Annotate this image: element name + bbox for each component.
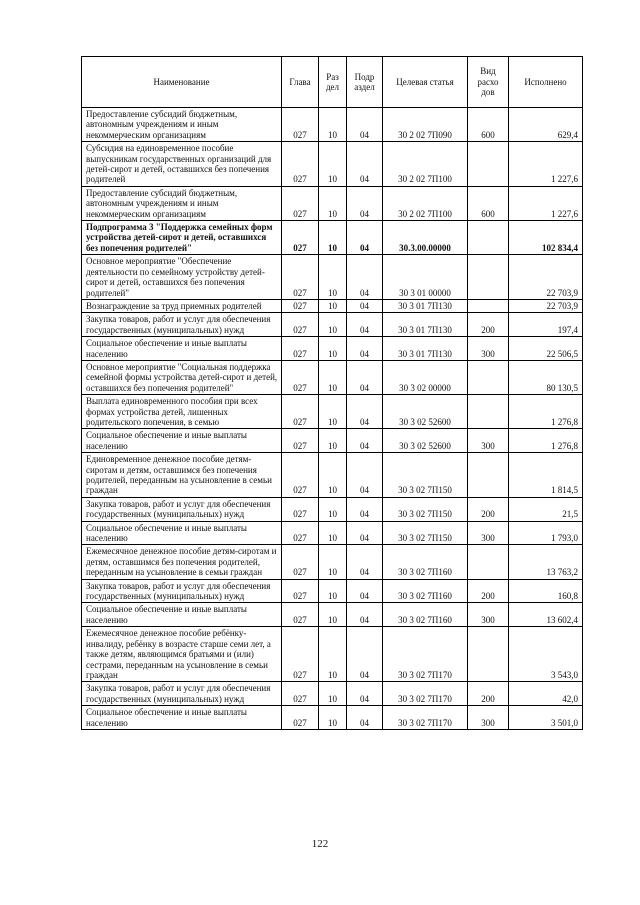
table-row bbox=[82, 521, 583, 545]
row-podrazdel: 04 bbox=[347, 395, 383, 429]
table-row bbox=[82, 545, 583, 579]
table-row bbox=[82, 627, 583, 682]
table-row bbox=[82, 299, 583, 312]
table-row bbox=[82, 255, 583, 300]
row-ispolneno: 1 227,6 bbox=[509, 186, 583, 220]
row-statya: 30 3 02 52600 bbox=[383, 429, 468, 453]
row-name: Закупка товаров, работ и услуг для обеспечения государственных (муниципальных) нужд bbox=[82, 579, 282, 603]
row-ispolneno: 629,4 bbox=[509, 108, 583, 142]
header-glava: Глава bbox=[282, 57, 319, 108]
row-name: Выплата единовременного пособия при всех формах устройства детей, лишенных родительского попечения, в семью bbox=[82, 395, 282, 429]
table-row bbox=[82, 497, 583, 521]
row-name: Социальное обеспечение и иные выплаты населению bbox=[82, 521, 282, 545]
table-row bbox=[82, 429, 583, 453]
row-statya: 30 3 02 7П170 bbox=[383, 706, 468, 730]
row-glava: 027 bbox=[282, 706, 319, 730]
row-razdel: 10 bbox=[319, 313, 347, 337]
row-statya: 30 3 02 7П150 bbox=[383, 521, 468, 545]
row-name: Основное мероприятие "Социальная поддержка семейной формы устройства детей-сирот и детей, оставшихся без попечения родителей" bbox=[82, 360, 282, 394]
header-podrazdel: Подр аздел bbox=[347, 57, 383, 108]
row-vid: 600 bbox=[468, 108, 509, 142]
row-podrazdel: 04 bbox=[347, 453, 383, 498]
row-podrazdel: 04 bbox=[347, 360, 383, 394]
row-razdel: 10 bbox=[319, 627, 347, 682]
row-razdel: 10 bbox=[319, 497, 347, 521]
row-podrazdel: 04 bbox=[347, 142, 383, 187]
row-vid bbox=[468, 395, 509, 429]
row-statya: 30 3 02 00000 bbox=[383, 360, 468, 394]
row-ispolneno: 22 703,9 bbox=[509, 255, 583, 300]
header-ispolneno: Исполнено bbox=[509, 57, 583, 108]
row-podrazdel: 04 bbox=[347, 429, 383, 453]
row-glava: 027 bbox=[282, 108, 319, 142]
row-vid bbox=[468, 627, 509, 682]
row-statya: 30 2 02 7П100 bbox=[383, 186, 468, 220]
row-name: Закупка товаров, работ и услуг для обеспечения государственных (муниципальных) нужд bbox=[82, 497, 282, 521]
row-vid: 300 bbox=[468, 521, 509, 545]
row-ispolneno: 1 276,8 bbox=[509, 429, 583, 453]
row-razdel: 10 bbox=[319, 395, 347, 429]
row-name: Социальное обеспечение и иные выплаты населению bbox=[82, 603, 282, 627]
row-statya: 30 2 02 7П100 bbox=[383, 142, 468, 187]
row-name: Субсидия на единовременное пособие выпускникам государственных организаций для детей-сирот и детей, оставшихся без попечения родителей bbox=[82, 142, 282, 187]
row-name: Предоставление субсидий бюджетным, автономным учреждениям и иным некоммерческим организациям bbox=[82, 108, 282, 142]
table-header-row bbox=[82, 57, 583, 108]
table-row bbox=[82, 395, 583, 429]
row-statya: 30 3 02 7П170 bbox=[383, 627, 468, 682]
row-vid bbox=[468, 255, 509, 300]
row-name: Предоставление субсидий бюджетным, автономным учреждениям и иным некоммерческим организациям bbox=[82, 186, 282, 220]
row-podrazdel: 04 bbox=[347, 627, 383, 682]
row-razdel: 10 bbox=[319, 142, 347, 187]
table-row bbox=[82, 453, 583, 498]
row-vid: 200 bbox=[468, 497, 509, 521]
header-razdel: Раз дел bbox=[319, 57, 347, 108]
row-glava: 027 bbox=[282, 453, 319, 498]
row-glava: 027 bbox=[282, 142, 319, 187]
row-glava: 027 bbox=[282, 186, 319, 220]
row-glava: 027 bbox=[282, 627, 319, 682]
row-podrazdel: 04 bbox=[347, 497, 383, 521]
row-glava: 027 bbox=[282, 579, 319, 603]
row-vid: 300 bbox=[468, 706, 509, 730]
row-vid: 300 bbox=[468, 429, 509, 453]
header-vid: Вид расхо дов bbox=[468, 57, 509, 108]
row-statya: 30 3 02 7П170 bbox=[383, 682, 468, 706]
row-razdel: 10 bbox=[319, 337, 347, 361]
table-row bbox=[82, 706, 583, 730]
budget-table bbox=[81, 56, 583, 730]
row-statya: 30 2 02 7П090 bbox=[383, 108, 468, 142]
row-glava: 027 bbox=[282, 337, 319, 361]
row-glava: 027 bbox=[282, 221, 319, 255]
table-row bbox=[82, 108, 583, 142]
row-glava: 027 bbox=[282, 360, 319, 394]
row-glava: 027 bbox=[282, 429, 319, 453]
row-ispolneno: 1 793,0 bbox=[509, 521, 583, 545]
table-row bbox=[82, 337, 583, 361]
table-row bbox=[82, 221, 583, 255]
table-row bbox=[82, 186, 583, 220]
row-name: Вознаграждение за труд приемных родителей bbox=[82, 299, 282, 312]
row-ispolneno: 1 227,6 bbox=[509, 142, 583, 187]
row-ispolneno: 13 602,4 bbox=[509, 603, 583, 627]
row-statya: 30 3 02 7П160 bbox=[383, 603, 468, 627]
row-razdel: 10 bbox=[319, 682, 347, 706]
row-razdel: 10 bbox=[319, 603, 347, 627]
row-name: Социальное обеспечение и иные выплаты населению bbox=[82, 429, 282, 453]
row-podrazdel: 04 bbox=[347, 313, 383, 337]
row-podrazdel: 04 bbox=[347, 299, 383, 312]
row-razdel: 10 bbox=[319, 186, 347, 220]
row-vid: 300 bbox=[468, 337, 509, 361]
row-vid: 200 bbox=[468, 313, 509, 337]
row-razdel: 10 bbox=[319, 521, 347, 545]
table-row bbox=[82, 142, 583, 187]
row-statya: 30 3 02 7П150 bbox=[383, 497, 468, 521]
row-razdel: 10 bbox=[319, 108, 347, 142]
row-ispolneno: 1 276,8 bbox=[509, 395, 583, 429]
row-statya: 30 3 01 7П130 bbox=[383, 299, 468, 312]
header-statya: Целевая статья bbox=[383, 57, 468, 108]
row-statya: 30 3 02 7П150 bbox=[383, 453, 468, 498]
row-podrazdel: 04 bbox=[347, 186, 383, 220]
row-podrazdel: 04 bbox=[347, 545, 383, 579]
row-statya: 30 3 01 7П130 bbox=[383, 337, 468, 361]
row-ispolneno: 21,5 bbox=[509, 497, 583, 521]
row-name: Закупка товаров, работ и услуг для обеспечения государственных (муниципальных) нужд bbox=[82, 682, 282, 706]
row-name: Основное мероприятие "Обеспечение деятельности по семейному устройству детей-сирот и детей, оставшихся без попечения родителей" bbox=[82, 255, 282, 300]
row-razdel: 10 bbox=[319, 429, 347, 453]
row-glava: 027 bbox=[282, 497, 319, 521]
row-glava: 027 bbox=[282, 545, 319, 579]
row-vid bbox=[468, 221, 509, 255]
row-podrazdel: 04 bbox=[347, 706, 383, 730]
row-podrazdel: 04 bbox=[347, 108, 383, 142]
header-name: Наименование bbox=[82, 57, 282, 108]
row-podrazdel: 04 bbox=[347, 682, 383, 706]
row-razdel: 10 bbox=[319, 453, 347, 498]
row-podrazdel: 04 bbox=[347, 579, 383, 603]
row-statya: 30 3 02 52600 bbox=[383, 395, 468, 429]
row-podrazdel: 04 bbox=[347, 255, 383, 300]
row-statya: 30 3 02 7П160 bbox=[383, 545, 468, 579]
row-ispolneno: 3 543,0 bbox=[509, 627, 583, 682]
row-glava: 027 bbox=[282, 682, 319, 706]
row-ispolneno: 22 703,9 bbox=[509, 299, 583, 312]
row-name: Закупка товаров, работ и услуг для обеспечения государственных (муниципальных) нужд bbox=[82, 313, 282, 337]
row-ispolneno: 13 763,2 bbox=[509, 545, 583, 579]
row-vid bbox=[468, 545, 509, 579]
row-glava: 027 bbox=[282, 395, 319, 429]
row-podrazdel: 04 bbox=[347, 337, 383, 361]
row-name: Социальное обеспечение и иные выплаты населению bbox=[82, 706, 282, 730]
row-razdel: 10 bbox=[319, 360, 347, 394]
row-ispolneno: 22 506,5 bbox=[509, 337, 583, 361]
row-vid: 300 bbox=[468, 603, 509, 627]
row-ispolneno: 197,4 bbox=[509, 313, 583, 337]
row-razdel: 10 bbox=[319, 706, 347, 730]
row-ispolneno: 102 834,4 bbox=[509, 221, 583, 255]
row-podrazdel: 04 bbox=[347, 221, 383, 255]
row-glava: 027 bbox=[282, 603, 319, 627]
table-row bbox=[82, 682, 583, 706]
row-vid bbox=[468, 142, 509, 187]
row-name: Социальное обеспечение и иные выплаты населению bbox=[82, 337, 282, 361]
row-statya: 30.3.00.00000 bbox=[383, 221, 468, 255]
row-glava: 027 bbox=[282, 255, 319, 300]
table-row bbox=[82, 360, 583, 394]
row-ispolneno: 160,8 bbox=[509, 579, 583, 603]
row-vid: 200 bbox=[468, 579, 509, 603]
row-vid bbox=[468, 299, 509, 312]
row-razdel: 10 bbox=[319, 255, 347, 300]
row-name: Подпрограмма 3 "Поддержка семейных форм устройства детей-сирот и детей, оставшихся без попечения родителей" bbox=[82, 221, 282, 255]
row-razdel: 10 bbox=[319, 545, 347, 579]
table-row bbox=[82, 603, 583, 627]
row-statya: 30 3 01 00000 bbox=[383, 255, 468, 300]
table-row bbox=[82, 579, 583, 603]
row-ispolneno: 3 501,0 bbox=[509, 706, 583, 730]
row-name: Ежемесячное денежное пособие детям-сиротам и детям, оставшимся без попечения родителей, переданным на усыновление в семьи граждан bbox=[82, 545, 282, 579]
row-name: Ежемесячное денежное пособие ребёнку-инвалиду, ребёнку в возрасте старше семи лет, а также детям, являющимся братьями и (или) сестрами, переданным на усыновление в семьи граждан bbox=[82, 627, 282, 682]
row-name: Единовременное денежное пособие детям-сиротам и детям, оставшимся без попечения родителей, переданным на усыновление в семьи граждан bbox=[82, 453, 282, 498]
row-statya: 30 3 01 7П130 bbox=[383, 313, 468, 337]
page-number: 122 bbox=[311, 838, 329, 850]
table-row bbox=[82, 313, 583, 337]
row-ispolneno: 1 814,5 bbox=[509, 453, 583, 498]
row-vid: 600 bbox=[468, 186, 509, 220]
row-razdel: 10 bbox=[319, 579, 347, 603]
row-ispolneno: 80 130,5 bbox=[509, 360, 583, 394]
row-vid bbox=[468, 360, 509, 394]
row-glava: 027 bbox=[282, 313, 319, 337]
row-vid bbox=[468, 453, 509, 498]
row-statya: 30 3 02 7П160 bbox=[383, 579, 468, 603]
row-ispolneno: 42,0 bbox=[509, 682, 583, 706]
row-glava: 027 bbox=[282, 521, 319, 545]
row-razdel: 10 bbox=[319, 221, 347, 255]
row-podrazdel: 04 bbox=[347, 603, 383, 627]
row-razdel: 10 bbox=[319, 299, 347, 312]
row-glava: 027 bbox=[282, 299, 319, 312]
row-vid: 200 bbox=[468, 682, 509, 706]
table-body bbox=[82, 108, 583, 730]
row-podrazdel: 04 bbox=[347, 521, 383, 545]
